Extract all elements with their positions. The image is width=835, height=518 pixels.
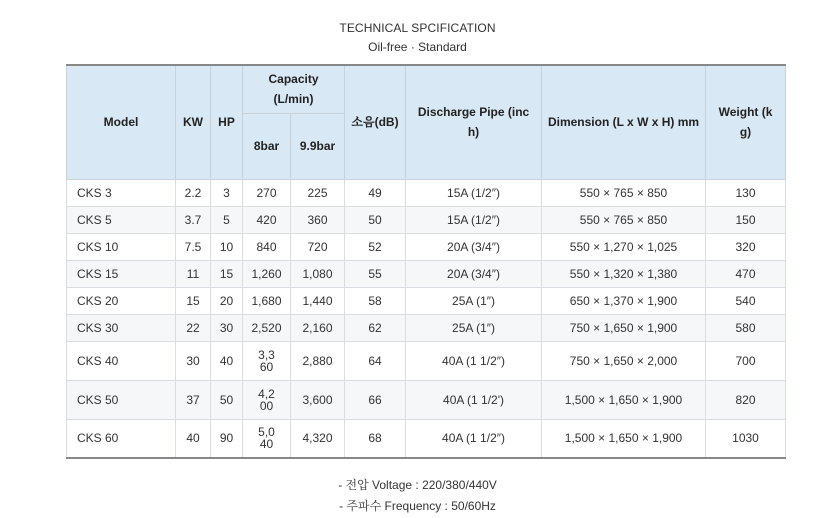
spec-table — [66, 64, 786, 459]
cell-capacity-9-9bar: 225 — [291, 179, 345, 206]
cell-model: CKS 10 — [67, 233, 176, 260]
cell-weight: 130 — [706, 179, 786, 206]
cell-model: CKS 3 — [67, 179, 176, 206]
cell-dimension: 550 × 1,270 × 1,025 — [542, 233, 706, 260]
cell-capacity-8bar: 2,520 — [243, 314, 291, 341]
cell-kw: 30 — [176, 341, 211, 380]
frequency-note: - 주파수 Frequency : 50/60Hz — [339, 499, 496, 513]
cell-discharge-pipe: 40A (1 1/2') — [406, 380, 542, 419]
cell-hp: 10 — [211, 233, 243, 260]
table-row — [67, 380, 786, 419]
cell-model: CKS 5 — [67, 206, 176, 233]
cell-noise: 52 — [345, 233, 406, 260]
cell-discharge-pipe: 15A (1/2″) — [406, 179, 542, 206]
cell-dimension: 750 × 1,650 × 2,000 — [542, 341, 706, 380]
cell-capacity-8bar: 270 — [243, 179, 291, 206]
cell-discharge-pipe: 40A (1 1/2″) — [406, 419, 542, 458]
cell-model: CKS 30 — [67, 314, 176, 341]
cell-discharge-pipe: 20A (3/4″) — [406, 233, 542, 260]
header-weight: Weight (kg) — [706, 65, 786, 179]
table-row — [67, 287, 786, 314]
table-row — [67, 314, 786, 341]
cell-noise: 64 — [345, 341, 406, 380]
cell-weight: 150 — [706, 206, 786, 233]
cell-weight: 1030 — [706, 419, 786, 458]
cell-capacity-9-9bar: 1,080 — [291, 260, 345, 287]
cell-capacity-8bar: 3,360 — [243, 341, 291, 380]
cell-capacity-9-9bar: 1,440 — [291, 287, 345, 314]
table-row — [67, 233, 786, 260]
cell-hp: 90 — [211, 419, 243, 458]
cell-weight: 580 — [706, 314, 786, 341]
cell-capacity-9-9bar: 2,880 — [291, 341, 345, 380]
header-kw: KW — [176, 65, 211, 179]
cell-weight: 820 — [706, 380, 786, 419]
cell-capacity-8bar: 5,040 — [243, 419, 291, 458]
cell-dimension: 550 × 765 × 850 — [542, 179, 706, 206]
cell-noise: 62 — [345, 314, 406, 341]
cell-dimension: 550 × 1,320 × 1,380 — [542, 260, 706, 287]
cell-capacity-8bar: 1,260 — [243, 260, 291, 287]
voltage-note: - 전압 Voltage : 220/380/440V — [338, 478, 497, 492]
cell-capacity-8bar: 420 — [243, 206, 291, 233]
cell-kw: 3.7 — [176, 206, 211, 233]
cell-dimension: 750 × 1,650 × 1,900 — [542, 314, 706, 341]
cell-noise: 49 — [345, 179, 406, 206]
cell-weight: 700 — [706, 341, 786, 380]
spec-subtitle: Oil-free · Standard — [368, 40, 467, 54]
table-row — [67, 260, 786, 287]
cell-model: CKS 50 — [67, 380, 176, 419]
header-model: Model — [67, 65, 176, 179]
cell-discharge-pipe: 15A (1/2″) — [406, 206, 542, 233]
header-capacity-9-9bar: 9.9bar — [291, 113, 345, 179]
cell-discharge-pipe: 25A (1″) — [406, 314, 542, 341]
cell-hp: 15 — [211, 260, 243, 287]
cell-capacity-9-9bar: 360 — [291, 206, 345, 233]
cell-hp: 30 — [211, 314, 243, 341]
cell-dimension: 1,500 × 1,650 × 1,900 — [542, 380, 706, 419]
cell-noise: 55 — [345, 260, 406, 287]
cell-hp: 50 — [211, 380, 243, 419]
cell-discharge-pipe: 40A (1 1/2″) — [406, 341, 542, 380]
cell-noise: 58 — [345, 287, 406, 314]
cell-noise: 66 — [345, 380, 406, 419]
cell-capacity-9-9bar: 4,320 — [291, 419, 345, 458]
table-row — [67, 341, 786, 380]
header-capacity-8bar: 8bar — [243, 113, 291, 179]
cell-discharge-pipe: 25A (1″) — [406, 287, 542, 314]
cell-kw: 2.2 — [176, 179, 211, 206]
cell-capacity-9-9bar: 720 — [291, 233, 345, 260]
table-row — [67, 179, 786, 206]
cell-kw: 40 — [176, 419, 211, 458]
cell-dimension: 550 × 765 × 850 — [542, 206, 706, 233]
cell-hp: 40 — [211, 341, 243, 380]
cell-discharge-pipe: 20A (3/4″) — [406, 260, 542, 287]
header-discharge-pipe: Discharge Pipe (inch) — [406, 65, 542, 179]
cell-weight: 320 — [706, 233, 786, 260]
cell-hp: 20 — [211, 287, 243, 314]
cell-kw: 37 — [176, 380, 211, 419]
cell-kw: 11 — [176, 260, 211, 287]
cell-capacity-8bar: 840 — [243, 233, 291, 260]
spec-title: TECHNICAL SPCIFICATION — [339, 21, 496, 35]
header-noise: 소음(dB) — [345, 65, 406, 179]
cell-kw: 22 — [176, 314, 211, 341]
cell-kw: 7.5 — [176, 233, 211, 260]
header-capacity: Capacity (L/min) — [243, 65, 345, 113]
cell-kw: 15 — [176, 287, 211, 314]
cell-noise: 68 — [345, 419, 406, 458]
cell-dimension: 650 × 1,370 × 1,900 — [542, 287, 706, 314]
cell-capacity-8bar: 4,200 — [243, 380, 291, 419]
header-hp: HP — [211, 65, 243, 179]
cell-weight: 540 — [706, 287, 786, 314]
cell-capacity-8bar: 1,680 — [243, 287, 291, 314]
cell-model: CKS 60 — [67, 419, 176, 458]
cell-hp: 5 — [211, 206, 243, 233]
cell-capacity-9-9bar: 2,160 — [291, 314, 345, 341]
table-row — [67, 206, 786, 233]
cell-model: CKS 20 — [67, 287, 176, 314]
cell-hp: 3 — [211, 179, 243, 206]
cell-model: CKS 40 — [67, 341, 176, 380]
table-row — [67, 419, 786, 458]
cell-noise: 50 — [345, 206, 406, 233]
cell-model: CKS 15 — [67, 260, 176, 287]
cell-capacity-9-9bar: 3,600 — [291, 380, 345, 419]
cell-dimension: 1,500 × 1,650 × 1,900 — [542, 419, 706, 458]
cell-weight: 470 — [706, 260, 786, 287]
header-dimension: Dimension (L x W x H) mm — [542, 65, 706, 179]
